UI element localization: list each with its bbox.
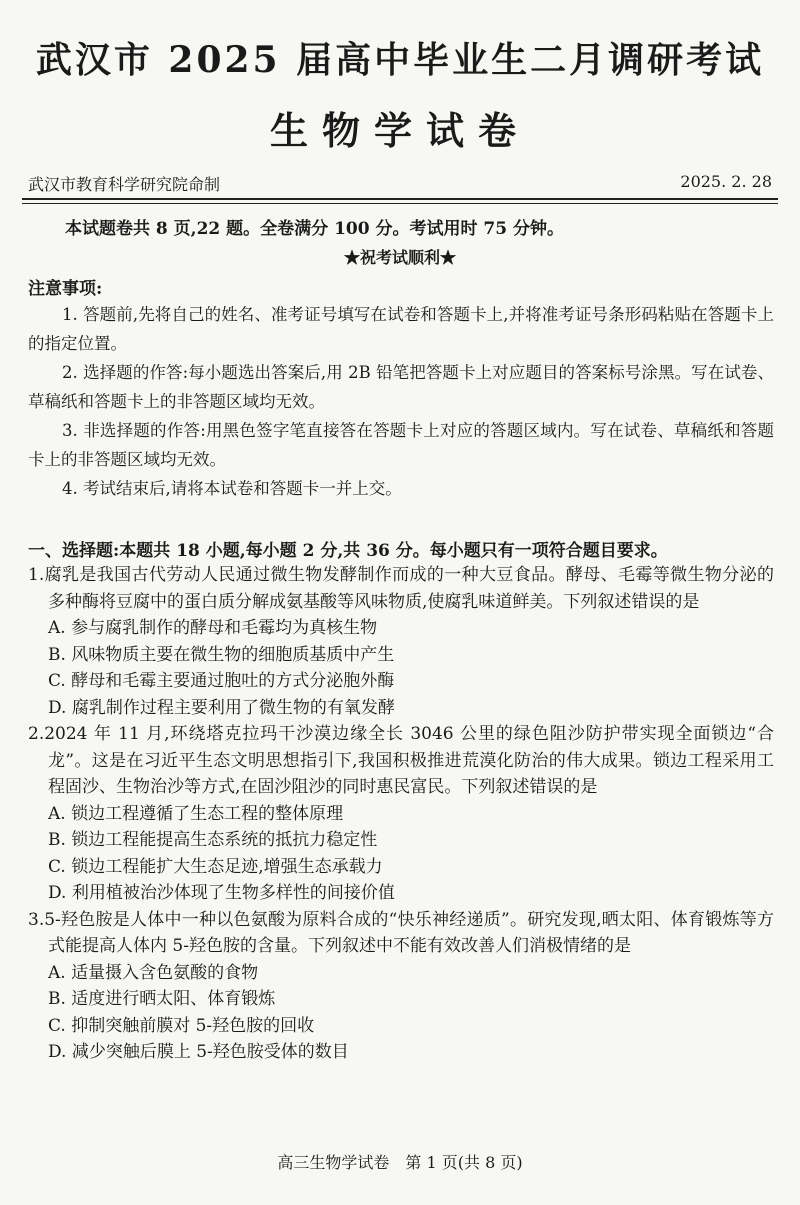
exam-info: 本试题卷共 8 页,22 题。全卷满分 100 分。考试用时 75 分钟。: [65, 219, 564, 239]
exam-subtitle: 生物学试卷: [269, 108, 530, 153]
question-stem: [28, 562, 774, 615]
option-b: B. 风味物质主要在微生物的细胞质基质中产生: [48, 644, 395, 665]
question-number: 3.: [28, 909, 45, 930]
question-1: [28, 562, 774, 721]
exam-date: 2025. 2. 28: [680, 172, 772, 191]
question-number: 2.: [28, 724, 45, 744]
option-a: A. 适量摄入含色氨酸的食物: [48, 962, 259, 983]
page-footer: 高三生物学试卷 第 1 页(共 8 页): [277, 1153, 523, 1172]
question-3: [28, 907, 774, 1066]
option-a: A. 锁边工程遵循了生态工程的整体原理: [48, 803, 344, 824]
meta-row: [28, 172, 772, 198]
question-list: [28, 562, 774, 1066]
option-a: A. 参与腐乳制作的酵母和毛霉均为真核生物: [48, 618, 378, 638]
header-rule-thick: [22, 198, 778, 200]
option-c: C. 锁边工程能扩大生态足迹,增强生态承载力: [48, 856, 383, 877]
option-d: D. 减少突触后膜上 5-羟色胺受体的数目: [48, 1042, 349, 1062]
notice-title: 注意事项:: [28, 279, 103, 299]
notice-item: 1. 答题前,先将自己的姓名、准考证号填写在试卷和答题卡上,并将准考证号条形码粘贴在答题卡上的指定位置。: [28, 305, 774, 353]
notice-item: 3. 非选择题的作答:用黑色签字笔直接答在答题卡上对应的答题区域内。写在试卷、草稿纸和答题卡上的非答题区域均无效。: [28, 421, 774, 469]
notice-item: 2. 选择题的作答:每小题选出答案后,用 2B 铅笔把答题卡上对应题目的答案标号涂黑。写在试卷、草稿纸和答题卡上的非答题区域均无效。: [28, 363, 774, 411]
question-2: [28, 721, 774, 907]
notice-list: [28, 300, 774, 503]
notice-item: 4. 考试结束后,请将本试卷和答题卡一并上交。: [62, 479, 402, 498]
header-rule-thin: [22, 203, 778, 204]
option-c: C. 抑制突触前膜对 5-羟色胺的回收: [48, 1015, 315, 1036]
option-c: C. 酵母和毛霉主要通过胞吐的方式分泌胞外酶: [48, 671, 395, 691]
question-number: 1.: [28, 565, 45, 585]
question-text: 腐乳是我国古代劳动人民通过微生物发酵制作而成的一种大豆食品。酵母、毛霉等微生物分泌的多种酶将豆腐中的蛋白质分解成氨基酸等风味物质,使腐乳味道鲜美。下列叙述错误的是: [44, 565, 774, 612]
option-d: D. 腐乳制作过程主要利用了微生物的有氧发酵: [48, 697, 395, 718]
section-title: 一、选择题:本题共 18 小题,每小题 2 分,共 36 分。每小题只有一项符合题目要求。: [28, 541, 668, 561]
option-b: B. 适度进行晒太阳、体育锻炼: [48, 989, 276, 1009]
question-text: 2024 年 11 月,环绕塔克拉玛干沙漠边缘全长 3046 公里的绿色阻沙防护带实现全面锁边“合龙”。这是在习近平生态文明思想指引下,我国积极推进荒漠化防治的伟大成果。锁边工程采用工程固沙、生物治沙等方式,在固沙阻沙的同时惠民富民。下列叙述错误的是: [44, 724, 774, 797]
exam-title: 武汉市 2025 届高中毕业生二月调研考试: [35, 39, 765, 81]
option-d: D. 利用植被治沙体现了生物多样性的间接价值: [48, 883, 395, 903]
publisher: 武汉市教育科学研究院命制: [28, 175, 221, 194]
question-stem: [28, 907, 774, 960]
blessing: ★祝考试顺利★: [343, 248, 456, 267]
question-stem: [28, 721, 774, 801]
question-text: 5-羟色胺是人体中一种以色氨酸为原料合成的“快乐神经递质”。研究发现,晒太阳、体育锻炼等方式能提高人体内 5-羟色胺的含量。下列叙述中不能有效改善人们消极情绪的是: [44, 909, 774, 956]
option-b: B. 锁边工程能提高生态系统的抵抗力稳定性: [48, 830, 378, 850]
